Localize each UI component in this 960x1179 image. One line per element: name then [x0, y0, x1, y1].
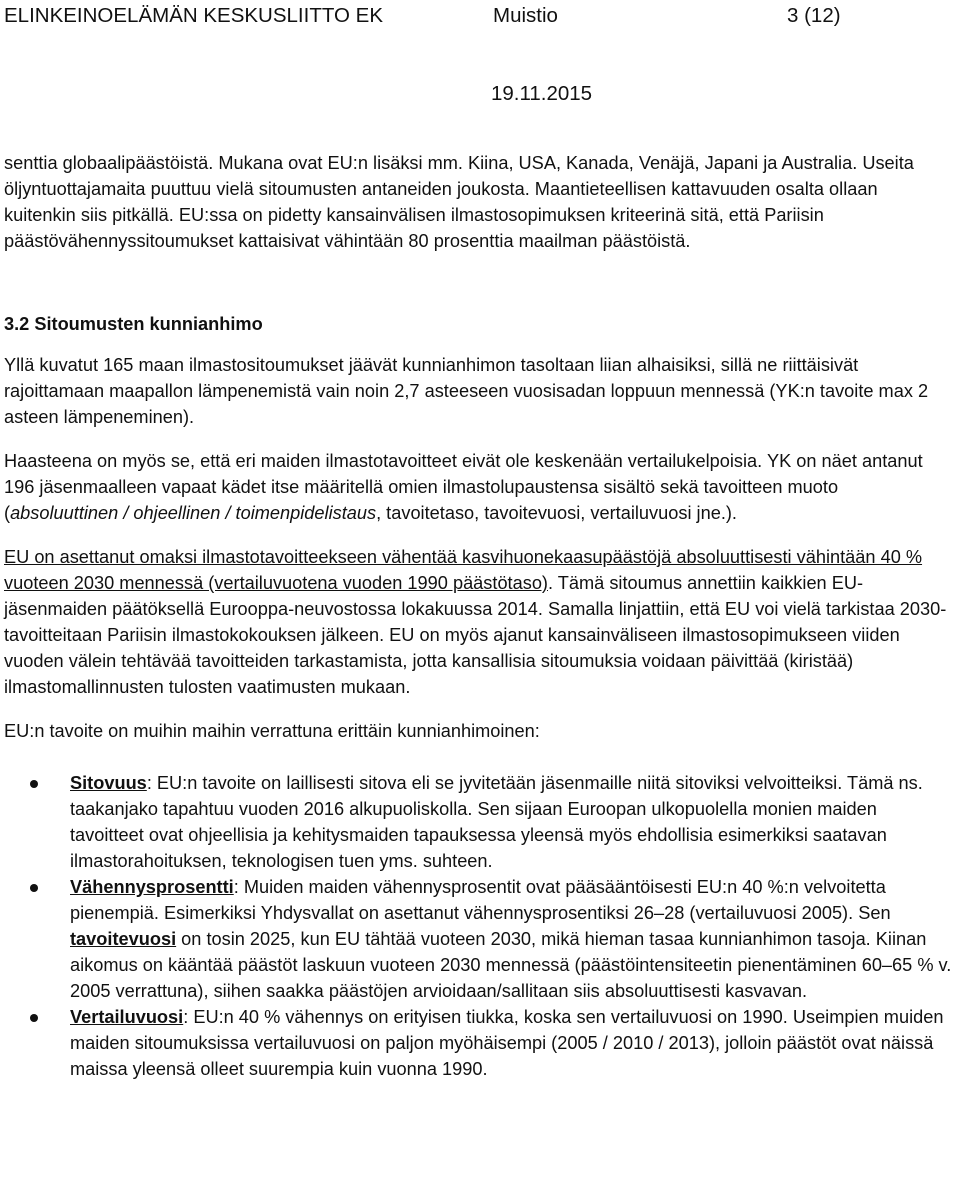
list-item-term: Sitovuus — [70, 773, 147, 793]
intro-paragraph: senttia globaalipäästöistä. Mukana ovat EU:n lisäksi mm. Kiina, USA, Kanada, Venäjä, Japani ja Australia. Useita öljyntuottajamaita puuttuu vielä sitoumusten antaneiden joukosta. Maantieteellisen kattavuuden osalta ollaan kuitenkin siis pitkällä. EU:ssa on pidetty kansainvälisen ilmastosopimuksen kriteerinä sitä, että Pariisin päästövähennyssitoumukset kattaisivat vähintään 80 prosenttia maailman päästöistä. — [4, 153, 914, 251]
document-type: Muistio — [493, 4, 558, 27]
list-item-text: : EU:n 40 % vähennys on erityisen tiukka, koska sen vertailuvuosi on 1990. Useimpien muiden maiden sitoumuksissa vertailuvuosi on paljon myöhäisempi (2005 / 2010 / 2013), jolloin päästöt ovat näissä maissa yleensä olleet suurempia kuin vuonna 1990. — [70, 1007, 944, 1079]
paragraph-comparability — [4, 448, 954, 526]
list-item-term: Vähennysprosentti — [70, 877, 234, 897]
list-item-inline-term: tavoitevuosi — [70, 929, 177, 949]
bullet-list — [4, 770, 954, 1082]
underlined-text: EU on asettanut omaksi ilmastotavoitteekseen vähentää kasvihuonekaasupäästöjä absoluuttisesti vähintään 40 % vuoteen 2030 mennessä (vertailuvuotena vuoden 1990 päästötaso) — [4, 547, 923, 593]
paragraph-eu-target — [4, 544, 954, 700]
paragraph-text: , tavoitetaso, tavoitevuosi, vertailuvuosi jne.). — [376, 503, 737, 523]
italic-text: absoluuttinen / ohjeellinen / toimenpidelistaus — [10, 503, 377, 523]
list-item-term: Vertailuvuosi — [70, 1007, 184, 1027]
organization-name: ELINKEINOELÄMÄN KESKUSLIITTO EK — [4, 4, 383, 27]
list-item-text: : EU:n tavoite on laillisesti sitova eli se jyvitetään jäsenmaille niitä sitoviksi velvoitteiksi. Tämä ns. taakanjako tapahtuu vuoden 2016 alkupuoliskolla. Sen sijaan Euroopan ulkopuolella monien maiden tavoitteet ovat ohjeellisia ja kehitysmaiden tapauksessa yleensä myös ehdollisia esimerkiksi saatavan ilmastorahoituksen, teknologisen tuen yms. suhteen. — [70, 773, 923, 871]
document-page — [4, 0, 954, 1079]
bullet-icon — [30, 780, 38, 788]
bullet-icon — [30, 1014, 38, 1022]
document-body — [4, 150, 954, 1082]
list-item-text: : Muiden maiden vähennysprosentit ovat pääsääntöisesti EU:n 40 %:n velvoitetta pienempiä. Esimerkiksi Yhdysvallat on asettanut vähennysprosentiksi 26–28 (vertailuvuosi 2005). Sen — [70, 877, 891, 923]
page-header — [4, 0, 954, 40]
paragraph-text: Haasteena on myös se, että eri maiden ilmastotavoitteet eivät ole keskenään vertailukelpoisia. YK on näet antanut 196 jäsenmaalleen vapaat kädet itse määritellä omien ilmastolupaustensa sisältö sekä tavoitteen muoto ( — [4, 451, 923, 523]
paragraph-ambition: Yllä kuvatut 165 maan ilmastositoumukset jäävät kunnianhimon tasoltaan liian alhaisiksi, sillä ne riittäisivät rajoittamaan maapallon lämpenemistä vain noin 2,7 asteeseen vuosisadan loppuun mennessä (YK:n tavoite max 2 asteen lämpeneminen). — [4, 355, 929, 427]
section-heading: 3.2 Sitoumusten kunnianhimo — [4, 314, 263, 334]
list-item — [4, 874, 954, 1004]
page-number: 3 (12) — [787, 4, 841, 27]
list-item-text: on tosin 2025, kun EU tähtää vuoteen 2030, mikä hieman tasaa kunnianhimon tasoja. Kiinan aikomus on kääntää päästöt laskuun vuoteen 2030 mennessä (päästöintensiteetin pienentäminen 60–65 % v. 2005 verrattuna), siihen saakka päästöjen arvioidaan/sallitaan siis absoluuttisesti kasvavan. — [70, 929, 952, 1001]
list-item — [4, 770, 954, 874]
list-item — [4, 1004, 954, 1082]
bullet-icon — [30, 884, 38, 892]
paragraph-ambitious-intro: EU:n tavoite on muihin maihin verrattuna erittäin kunnianhimoinen: — [4, 721, 540, 741]
paragraph-text: . Tämä sitoumus annettiin kaikkien EU-jäsenmaiden päätöksellä Eurooppa-neuvostossa lokakuussa 2014. Samalla linjattiin, että EU voi vielä tarkistaa 2030-tavoitteitaan Pariisin ilmastokokouksen jälkeen. EU on myös ajanut kansainväliseen ilmastosopimukseen viiden vuoden välein tehtävää tavoitteiden tarkastamista, jotta kansallisia sitoumuksia voidaan päivittää (kiristää) ilmastomallinnusten tulosten vaatimusten mukaan. — [4, 573, 947, 697]
document-date: 19.11.2015 — [491, 82, 593, 105]
